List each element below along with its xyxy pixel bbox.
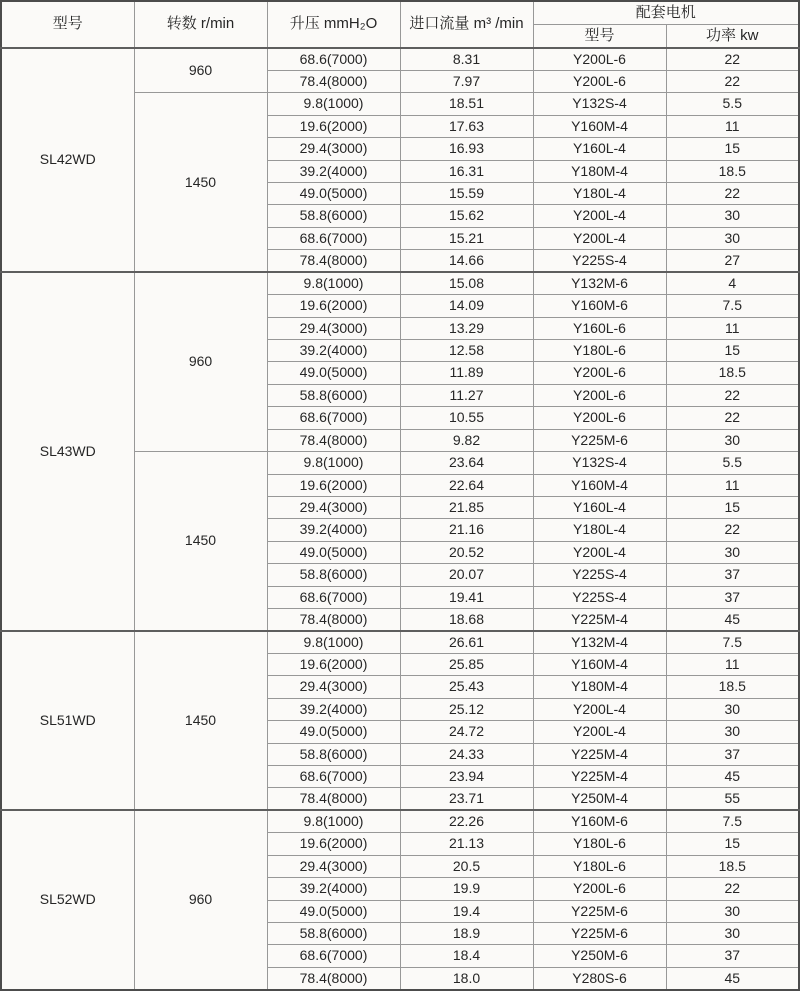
- motor-model-cell: Y200L-4: [533, 205, 666, 227]
- motor-power-cell: 45: [666, 766, 799, 788]
- flow-cell: 11.27: [400, 384, 533, 406]
- flow-cell: 14.66: [400, 250, 533, 272]
- motor-power-cell: 22: [666, 183, 799, 205]
- motor-power-cell: 7.5: [666, 631, 799, 653]
- pressure-cell: 39.2(4000): [267, 878, 400, 900]
- table-body: [1, 48, 799, 990]
- pressure-cell: 68.6(7000): [267, 48, 400, 70]
- motor-model-cell: Y160L-4: [533, 496, 666, 518]
- speed-cell: 1450: [134, 93, 267, 272]
- flow-cell: 19.4: [400, 900, 533, 922]
- pressure-cell: 78.4(8000): [267, 429, 400, 451]
- flow-cell: 11.89: [400, 362, 533, 384]
- pressure-cell: 19.6(2000): [267, 295, 400, 317]
- motor-model-cell: Y225M-6: [533, 429, 666, 451]
- pressure-cell: 29.4(3000): [267, 676, 400, 698]
- model-cell: SL52WD: [1, 810, 134, 990]
- flow-cell: 18.0: [400, 967, 533, 990]
- flow-cell: 25.43: [400, 676, 533, 698]
- model-cell: SL42WD: [1, 48, 134, 272]
- motor-model-cell: Y160M-4: [533, 115, 666, 137]
- flow-cell: 21.85: [400, 496, 533, 518]
- speed-cell: 960: [134, 810, 267, 990]
- motor-model-cell: Y160M-6: [533, 810, 666, 832]
- speed-cell: 1450: [134, 631, 267, 810]
- flow-cell: 22.26: [400, 810, 533, 832]
- motor-model-cell: Y200L-6: [533, 48, 666, 70]
- motor-power-cell: 18.5: [666, 676, 799, 698]
- motor-model-cell: Y180L-6: [533, 855, 666, 877]
- pressure-cell: 9.8(1000): [267, 272, 400, 294]
- pressure-cell: 68.6(7000): [267, 227, 400, 249]
- table-row: [1, 48, 799, 70]
- motor-model-cell: Y200L-4: [533, 721, 666, 743]
- pressure-cell: 19.6(2000): [267, 474, 400, 496]
- motor-model-cell: Y160M-4: [533, 474, 666, 496]
- pressure-cell: 58.8(6000): [267, 205, 400, 227]
- motor-model-cell: Y200L-4: [533, 227, 666, 249]
- motor-power-cell: 11: [666, 317, 799, 339]
- motor-model-cell: Y180M-4: [533, 160, 666, 182]
- flow-cell: 13.29: [400, 317, 533, 339]
- flow-cell: 14.09: [400, 295, 533, 317]
- flow-cell: 18.4: [400, 945, 533, 967]
- motor-power-cell: 15: [666, 496, 799, 518]
- motor-power-cell: 15: [666, 833, 799, 855]
- pressure-cell: 9.8(1000): [267, 93, 400, 115]
- pressure-cell: 78.4(8000): [267, 250, 400, 272]
- motor-power-cell: 11: [666, 653, 799, 675]
- motor-model-cell: Y160L-4: [533, 138, 666, 160]
- pressure-cell: 78.4(8000): [267, 967, 400, 990]
- motor-model-cell: Y250M-4: [533, 788, 666, 810]
- flow-cell: 7.97: [400, 70, 533, 92]
- motor-power-cell: 37: [666, 743, 799, 765]
- motor-model-cell: Y225S-4: [533, 250, 666, 272]
- pressure-cell: 78.4(8000): [267, 609, 400, 631]
- motor-power-cell: 11: [666, 474, 799, 496]
- flow-cell: 23.64: [400, 452, 533, 474]
- motor-model-cell: Y180M-4: [533, 676, 666, 698]
- motor-power-cell: 22: [666, 48, 799, 70]
- motor-power-cell: 18.5: [666, 362, 799, 384]
- flow-cell: 24.72: [400, 721, 533, 743]
- pressure-cell: 39.2(4000): [267, 339, 400, 361]
- header-motor-model: 型号: [533, 25, 666, 49]
- flow-cell: 18.68: [400, 609, 533, 631]
- flow-cell: 16.31: [400, 160, 533, 182]
- motor-model-cell: Y200L-4: [533, 698, 666, 720]
- header-model: 型号: [1, 1, 134, 48]
- motor-power-cell: 5.5: [666, 452, 799, 474]
- flow-cell: 17.63: [400, 115, 533, 137]
- pressure-cell: 19.6(2000): [267, 653, 400, 675]
- flow-cell: 21.16: [400, 519, 533, 541]
- pressure-cell: 68.6(7000): [267, 586, 400, 608]
- motor-power-cell: 22: [666, 519, 799, 541]
- motor-model-cell: Y225M-6: [533, 922, 666, 944]
- motor-model-cell: Y280S-6: [533, 967, 666, 990]
- flow-cell: 18.51: [400, 93, 533, 115]
- pressure-cell: 39.2(4000): [267, 698, 400, 720]
- motor-model-cell: Y225M-4: [533, 766, 666, 788]
- motor-model-cell: Y200L-6: [533, 362, 666, 384]
- flow-cell: 24.33: [400, 743, 533, 765]
- motor-power-cell: 30: [666, 541, 799, 563]
- motor-power-cell: 22: [666, 407, 799, 429]
- motor-power-cell: 30: [666, 227, 799, 249]
- flow-cell: 10.55: [400, 407, 533, 429]
- motor-power-cell: 30: [666, 698, 799, 720]
- motor-model-cell: Y180L-6: [533, 833, 666, 855]
- motor-model-cell: Y160L-6: [533, 317, 666, 339]
- motor-power-cell: 7.5: [666, 295, 799, 317]
- motor-power-cell: 11: [666, 115, 799, 137]
- motor-power-cell: 27: [666, 250, 799, 272]
- pressure-cell: 29.4(3000): [267, 317, 400, 339]
- flow-cell: 15.59: [400, 183, 533, 205]
- pressure-cell: 39.2(4000): [267, 160, 400, 182]
- motor-power-cell: 30: [666, 429, 799, 451]
- pressure-cell: 39.2(4000): [267, 519, 400, 541]
- pressure-cell: 58.8(6000): [267, 564, 400, 586]
- flow-cell: 15.21: [400, 227, 533, 249]
- motor-model-cell: Y200L-6: [533, 878, 666, 900]
- flow-cell: 23.71: [400, 788, 533, 810]
- flow-cell: 16.93: [400, 138, 533, 160]
- motor-power-cell: 15: [666, 339, 799, 361]
- motor-model-cell: Y160M-6: [533, 295, 666, 317]
- flow-cell: 8.31: [400, 48, 533, 70]
- motor-model-cell: Y132S-4: [533, 93, 666, 115]
- table-row: [1, 631, 799, 653]
- flow-cell: 19.9: [400, 878, 533, 900]
- pressure-cell: 49.0(5000): [267, 362, 400, 384]
- pressure-cell: 58.8(6000): [267, 743, 400, 765]
- flow-cell: 19.41: [400, 586, 533, 608]
- flow-cell: 15.62: [400, 205, 533, 227]
- motor-power-cell: 55: [666, 788, 799, 810]
- motor-model-cell: Y132S-4: [533, 452, 666, 474]
- pressure-cell: 9.8(1000): [267, 631, 400, 653]
- pressure-cell: 68.6(7000): [267, 407, 400, 429]
- flow-cell: 20.52: [400, 541, 533, 563]
- table-row: [1, 272, 799, 294]
- pressure-cell: 49.0(5000): [267, 541, 400, 563]
- pressure-cell: 29.4(3000): [267, 855, 400, 877]
- flow-cell: 23.94: [400, 766, 533, 788]
- pressure-cell: 29.4(3000): [267, 496, 400, 518]
- flow-cell: 21.13: [400, 833, 533, 855]
- motor-power-cell: 22: [666, 878, 799, 900]
- header-pressure: 升压 mmH₂O: [267, 1, 400, 48]
- flow-cell: 20.5: [400, 855, 533, 877]
- motor-power-cell: 18.5: [666, 160, 799, 182]
- motor-power-cell: 30: [666, 900, 799, 922]
- motor-model-cell: Y225M-4: [533, 743, 666, 765]
- motor-power-cell: 22: [666, 384, 799, 406]
- motor-power-cell: 7.5: [666, 810, 799, 832]
- pressure-cell: 58.8(6000): [267, 922, 400, 944]
- motor-model-cell: Y180L-4: [533, 519, 666, 541]
- flow-cell: 12.58: [400, 339, 533, 361]
- pressure-cell: 9.8(1000): [267, 452, 400, 474]
- speed-cell: 1450: [134, 452, 267, 631]
- speed-cell: 960: [134, 272, 267, 451]
- motor-power-cell: 4: [666, 272, 799, 294]
- motor-power-cell: 37: [666, 564, 799, 586]
- model-cell: SL51WD: [1, 631, 134, 810]
- pressure-cell: 68.6(7000): [267, 945, 400, 967]
- pressure-cell: 49.0(5000): [267, 721, 400, 743]
- flow-cell: 9.82: [400, 429, 533, 451]
- flow-cell: 18.9: [400, 922, 533, 944]
- motor-power-cell: 37: [666, 586, 799, 608]
- motor-power-cell: 18.5: [666, 855, 799, 877]
- motor-model-cell: Y225S-4: [533, 564, 666, 586]
- speed-cell: 960: [134, 48, 267, 93]
- header-motor-power: 功率 kw: [666, 25, 799, 49]
- motor-model-cell: Y160M-4: [533, 653, 666, 675]
- motor-model-cell: Y200L-6: [533, 407, 666, 429]
- motor-power-cell: 30: [666, 205, 799, 227]
- flow-cell: 25.12: [400, 698, 533, 720]
- motor-model-cell: Y225M-6: [533, 900, 666, 922]
- pressure-cell: 58.8(6000): [267, 384, 400, 406]
- pressure-cell: 78.4(8000): [267, 788, 400, 810]
- motor-model-cell: Y200L-6: [533, 384, 666, 406]
- header-flow: 进口流量 m³ /min: [400, 1, 533, 48]
- motor-power-cell: 22: [666, 70, 799, 92]
- pressure-cell: 68.6(7000): [267, 766, 400, 788]
- motor-model-cell: Y225M-4: [533, 609, 666, 631]
- pressure-cell: 78.4(8000): [267, 70, 400, 92]
- motor-model-cell: Y180L-4: [533, 183, 666, 205]
- motor-power-cell: 37: [666, 945, 799, 967]
- pressure-cell: 49.0(5000): [267, 183, 400, 205]
- pressure-cell: 19.6(2000): [267, 115, 400, 137]
- pressure-cell: 19.6(2000): [267, 833, 400, 855]
- model-cell: SL43WD: [1, 272, 134, 631]
- header-motor: 配套电机: [533, 1, 799, 25]
- flow-cell: 26.61: [400, 631, 533, 653]
- pressure-cell: 29.4(3000): [267, 138, 400, 160]
- motor-model-cell: Y200L-4: [533, 541, 666, 563]
- flow-cell: 22.64: [400, 474, 533, 496]
- flow-cell: 15.08: [400, 272, 533, 294]
- flow-cell: 20.07: [400, 564, 533, 586]
- motor-power-cell: 45: [666, 967, 799, 990]
- motor-model-cell: Y200L-6: [533, 70, 666, 92]
- motor-power-cell: 30: [666, 721, 799, 743]
- motor-power-cell: 30: [666, 922, 799, 944]
- motor-power-cell: 45: [666, 609, 799, 631]
- motor-model-cell: Y132M-6: [533, 272, 666, 294]
- motor-model-cell: Y132M-4: [533, 631, 666, 653]
- motor-model-cell: Y250M-6: [533, 945, 666, 967]
- motor-model-cell: Y225S-4: [533, 586, 666, 608]
- pressure-cell: 49.0(5000): [267, 900, 400, 922]
- flow-cell: 25.85: [400, 653, 533, 675]
- motor-model-cell: Y180L-6: [533, 339, 666, 361]
- table-row: [1, 810, 799, 832]
- motor-power-cell: 5.5: [666, 93, 799, 115]
- table-header: [1, 1, 799, 48]
- pressure-cell: 9.8(1000): [267, 810, 400, 832]
- header-speed: 转数 r/min: [134, 1, 267, 48]
- motor-power-cell: 15: [666, 138, 799, 160]
